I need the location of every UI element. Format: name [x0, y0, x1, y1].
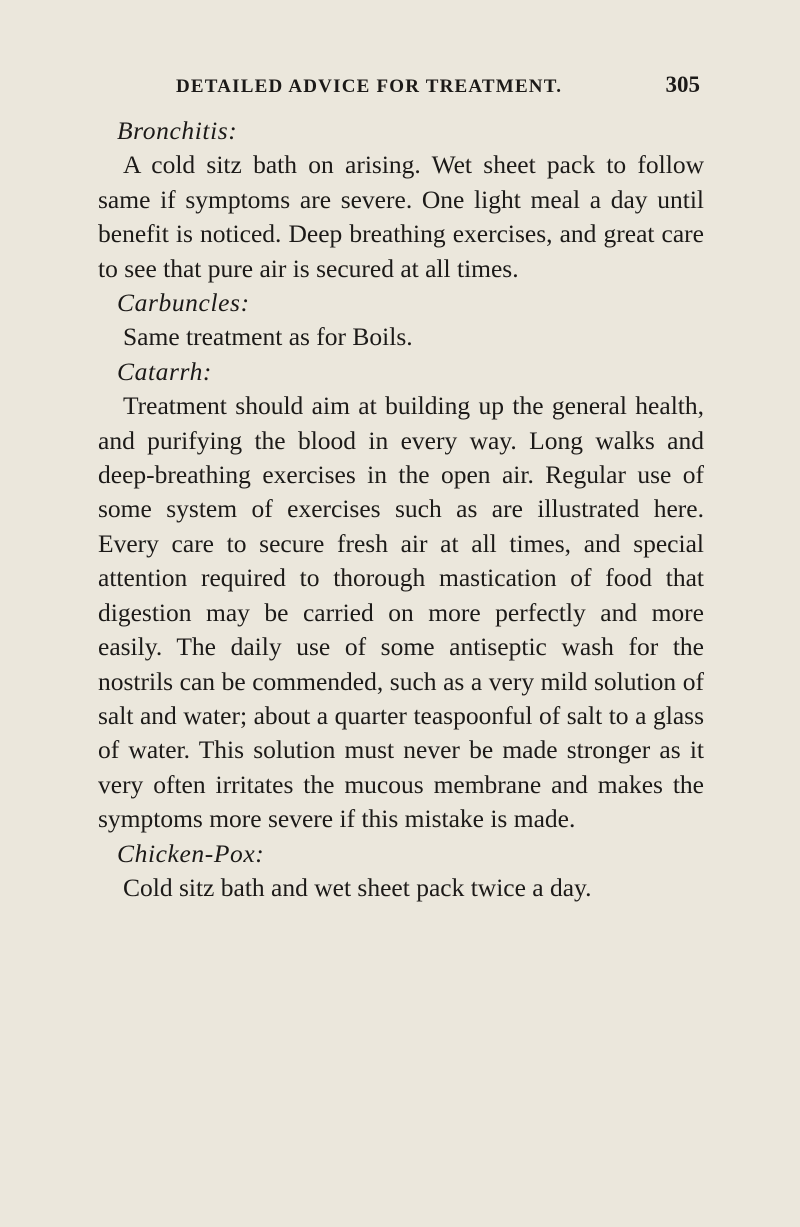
- entry-heading-carbuncles: Carbuncles:: [117, 288, 250, 318]
- page-number: 305: [665, 72, 700, 97]
- entry-heading-chicken-pox: Chicken-Pox:: [117, 838, 265, 868]
- running-title: DETAILED ADVICE FOR TREATMENT.: [176, 76, 563, 97]
- entry-text-catarrh: Treatment should aim at building up the general health, and purifying the blood in every way. Long walks and deep-breathing exercises in the open air. Regular use of some system of exercises such as are illustrated here. Every care to secure fresh air at all times, and special attention required to thorough mastication of food that digestion may be carried on more perfectly and more easily. The daily use of some antiseptic wash for the nostrils can be commended, such as a very mild solution of salt and water; about a quarter teaspoonful of salt to a glass of water. This solution must never be made stronger as it very often irritates the mucous membrane and makes the symptoms more severe if this mistake is made.: [98, 391, 704, 834]
- entry-text-carbuncles: Same treatment as for Boils.: [123, 322, 413, 352]
- entry-heading-catarrh: Catarrh:: [117, 356, 213, 386]
- running-header: [176, 72, 700, 102]
- page-body: [98, 114, 704, 905]
- entry-text-chicken-pox: Cold sitz bath and wet sheet pack twice a day.: [123, 872, 592, 902]
- entry-heading-bronchitis: Bronchitis:: [117, 116, 238, 145]
- entry-text-bronchitis: A cold sitz bath on arising. Wet sheet pack to follow same if symptoms are severe. One light meal a day until benefit is noticed. Deep breathing exercises, and great care to see that pure air is secured at all times.: [98, 150, 704, 283]
